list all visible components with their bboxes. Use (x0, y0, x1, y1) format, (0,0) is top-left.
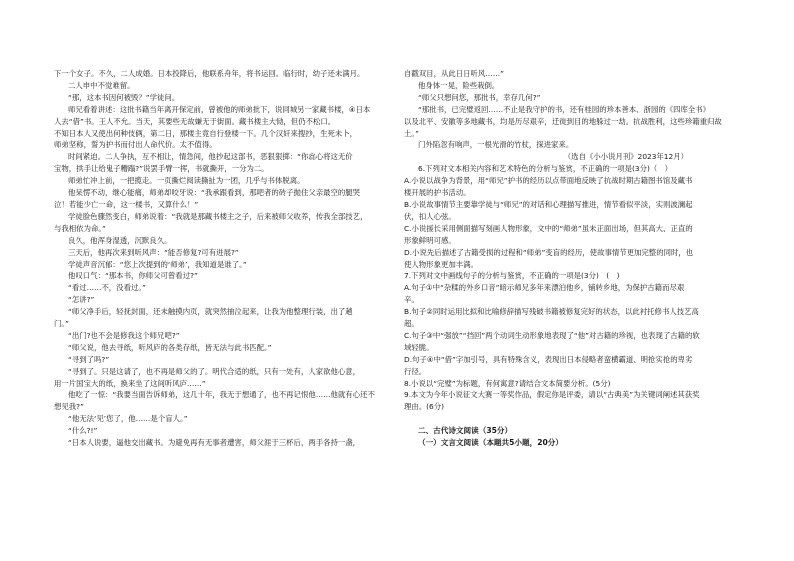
text-line: 门。” (54, 319, 69, 329)
text-line: “怎讲?” (68, 295, 95, 305)
text-line: 以及北平、安徽等多地藏书，均是历尽艰辛，迁徙到目的地躲过一劫。抗战胜利，这些珍籍重归故 (404, 116, 722, 126)
text-line: 超。 (404, 319, 419, 329)
text-line: 他身体一晃，险些栽倒。 (418, 80, 500, 90)
text-line: 自戳双目，从此日日听风……” (404, 69, 504, 78)
text-line: 伏，扣人心弦。 (404, 211, 456, 221)
text-line: 想见我?” (54, 402, 84, 412)
text-line: 9.本文为今年小说征文大赛一等奖作品，假定你是评委，请以“古典美”为关键词阐述其获奖 (404, 390, 700, 400)
text-line: “看过……不，没看过。” (68, 283, 146, 293)
text-line: 6.下列对文本相关内容和艺术特色的分析与鉴赏，不正确的一项是(3分)（ ） (418, 164, 673, 174)
text-line: B.小说故事情节主要靠学徒与“师兄”的对话和心理描写推进，情节看似平淡，实则波澜起 (404, 199, 693, 209)
text-line: 宝物，拱手让给鬼子糟蹋?”说罢手臂一挥，书就撕开，一分为二。 (54, 164, 269, 174)
right-text-lines (404, 68, 740, 413)
text-line: 学徒脸色骤然变白，师弟说着：“我就是那藏书楼主之子，后来被师父收养，传我全部技艺， (68, 211, 368, 221)
text-line: 学徒声音沉郁：“您上次提到的‘师弟’，我知道是谁了。” (68, 259, 247, 269)
text-line: 行径。 (404, 366, 427, 376)
text-line: “那批书，已完璧返回……不止是我守护的书，还有桂园的珍本善本、浙园的《四库全书》 (418, 104, 711, 114)
spacer (404, 413, 740, 425)
text-line: 良久，他浑身湿透，沉默良久。 (68, 235, 172, 245)
text-line: 师弟坚称，誓为护书而付出人命代价。太不值得。 (54, 140, 217, 150)
text-line: C.句子③中“强放”“挡回”两个动词生动形象地表现了“他”对古籍的珍视，也表现了古籍的软 (404, 330, 700, 340)
text-line: 他叹口气：“那本书，你师父可曾看过?” (68, 271, 198, 281)
text-line: “师父只想问您，那批书，幸存几何?” (418, 92, 541, 102)
text-line: D.小说先后描述了古籍受损的过程和“师弟”变盲的经历，使故事情节更加完整的同时，也 (404, 247, 694, 257)
text-line: 使人物形象更加丰满。 (404, 259, 478, 269)
text-line: “他无法‘见’您了，他……是个盲人。” (68, 414, 188, 424)
text-line: 师兄看着讲述：这批书籍当年离开保定前，曾被他的师弟批下，说同城另一家藏书楼，④日本 (68, 104, 371, 114)
text-line: “师父说，他去寻纸，听风庐的各类存纸，皆无法与此书匹配。” (68, 342, 272, 352)
text-line: 下一个女子。不久，二人成婚。日本投降后，他联系舟年，将书运回。临行时，幼子还未满月。 (54, 69, 365, 78)
text-line: B.句子②同时运用比拟和比喻修辞描写残破书籍被修复完好的状态，以此衬托修书人技艺高 (404, 307, 699, 317)
text-line: C.小说援长采用侧面描写刻画人物形象，文中的“师弟”虽未正面出场，但其高大、正直的 (404, 223, 693, 233)
text-line: D.句子④中“借”字加引号，具有特殊含义，表现出日本侵略者蛮横霸道、明抢实抢的卑劣 (404, 354, 693, 364)
text-line: 8.小说以“完璧”为标题，有何寓意?请结合文本简要分析。(5分) (404, 378, 611, 388)
text-line: 二人申中不觉难留。 (68, 80, 135, 90)
text-line: （选自《小小说月刊》2023年12月） (563, 152, 688, 162)
text-line: 理由。(6分) (404, 402, 445, 412)
text-line: 泣！若能少亡一命，这一楼书，又算什么！” (54, 199, 199, 209)
text-line: “寻到了吗?” (68, 354, 110, 364)
text-line: 师弟忙冲上前，一把揽走。一页撕烂阅读撕扯为一团，几乎与书体脱离。 (68, 176, 305, 186)
right-text-column (404, 68, 740, 449)
section-heading: 二、古代诗文阅读（35分） (418, 426, 513, 436)
text-line: 7.下列对文中画线句子的分析与鉴赏，不正确的一项是(3分) ( ) (404, 271, 620, 281)
left-text-column (54, 68, 387, 449)
text-line: “日本人说要，逼他交出藏书。为避免再有无事者遭害，师父涯于三杯后，两手各持一盏， (68, 438, 361, 448)
text-line: “什么?!” (68, 426, 98, 436)
text-line: 用一片国宝大的纸，换来坐了这间听风庐……” (54, 378, 206, 388)
text-line: 时间紧迫。二人争执，互不相让，情急间，他抄起这部书，恶狠狠掷：“你惢心将这无价 (68, 152, 353, 162)
text-line: 他吃了一惊：“我要当面告诉师弟，这几十年，我无于想通了，也不再记恨他……他就有心还不 (68, 390, 375, 400)
text-line: 三天后，他再次来到听风声：“能否修复?可有进展?” (68, 247, 239, 257)
text-line: “寻到了。只是这请了，也不再是师父的了。明代合适的纸，只有一处有，人家欲他心意， (68, 366, 361, 376)
text-line: “师父净手后，轻抚封面，还未触摸内页，就突然抽泣起来，让我为他整理行装，出了趟 (68, 307, 353, 317)
text-line: 辛。 (404, 295, 419, 305)
text-line: A.句子①中“杂糅的外乡口音”暗示师兄多年来漂泊他乡，铺转乡地，为保护古籍而尽艰 (404, 283, 685, 293)
text-line: 不知日本人又使出何种伎俩，第二日，那楼主竟自行登楼一下。几个汉奸来搜抄，生死未卜， (54, 128, 358, 138)
text-line: “那，这本书因何被毁？”学徒问。 (68, 92, 180, 102)
text-line: “出门?也不会是修我这个师兄吧?” (68, 330, 180, 340)
text-line: 域轻脆。 (404, 342, 434, 352)
text-line: 与我相依为命。” (54, 223, 106, 233)
text-line: A.小说以战争为背景，用“师兄”护书的经历以点带面地反映了抗战时期古籍图书馆及藏书 (404, 176, 693, 186)
text-line: 形象鲜明可感。 (404, 235, 456, 245)
text-line: 他呆愣不动，继心能痛，师弟却咬牙说：“我承跟看到，那吧者的砖子抛住父亲最空的腿哭 (68, 188, 361, 198)
text-line: 人去“借”书。王人不允。当天，其要些无故嫌无于街面。藏书楼主大恸，但仍不松口。 (54, 116, 336, 126)
text-line: 门外陷忽有响声，一根光滑的竹杖，探进家来。 (418, 140, 574, 150)
text-line: 楼开展的护书活动。 (404, 188, 471, 198)
text-line: 土。” (404, 128, 419, 138)
subsection-heading: （一）文言文阅读（本题共5小题，20分） (418, 438, 563, 448)
